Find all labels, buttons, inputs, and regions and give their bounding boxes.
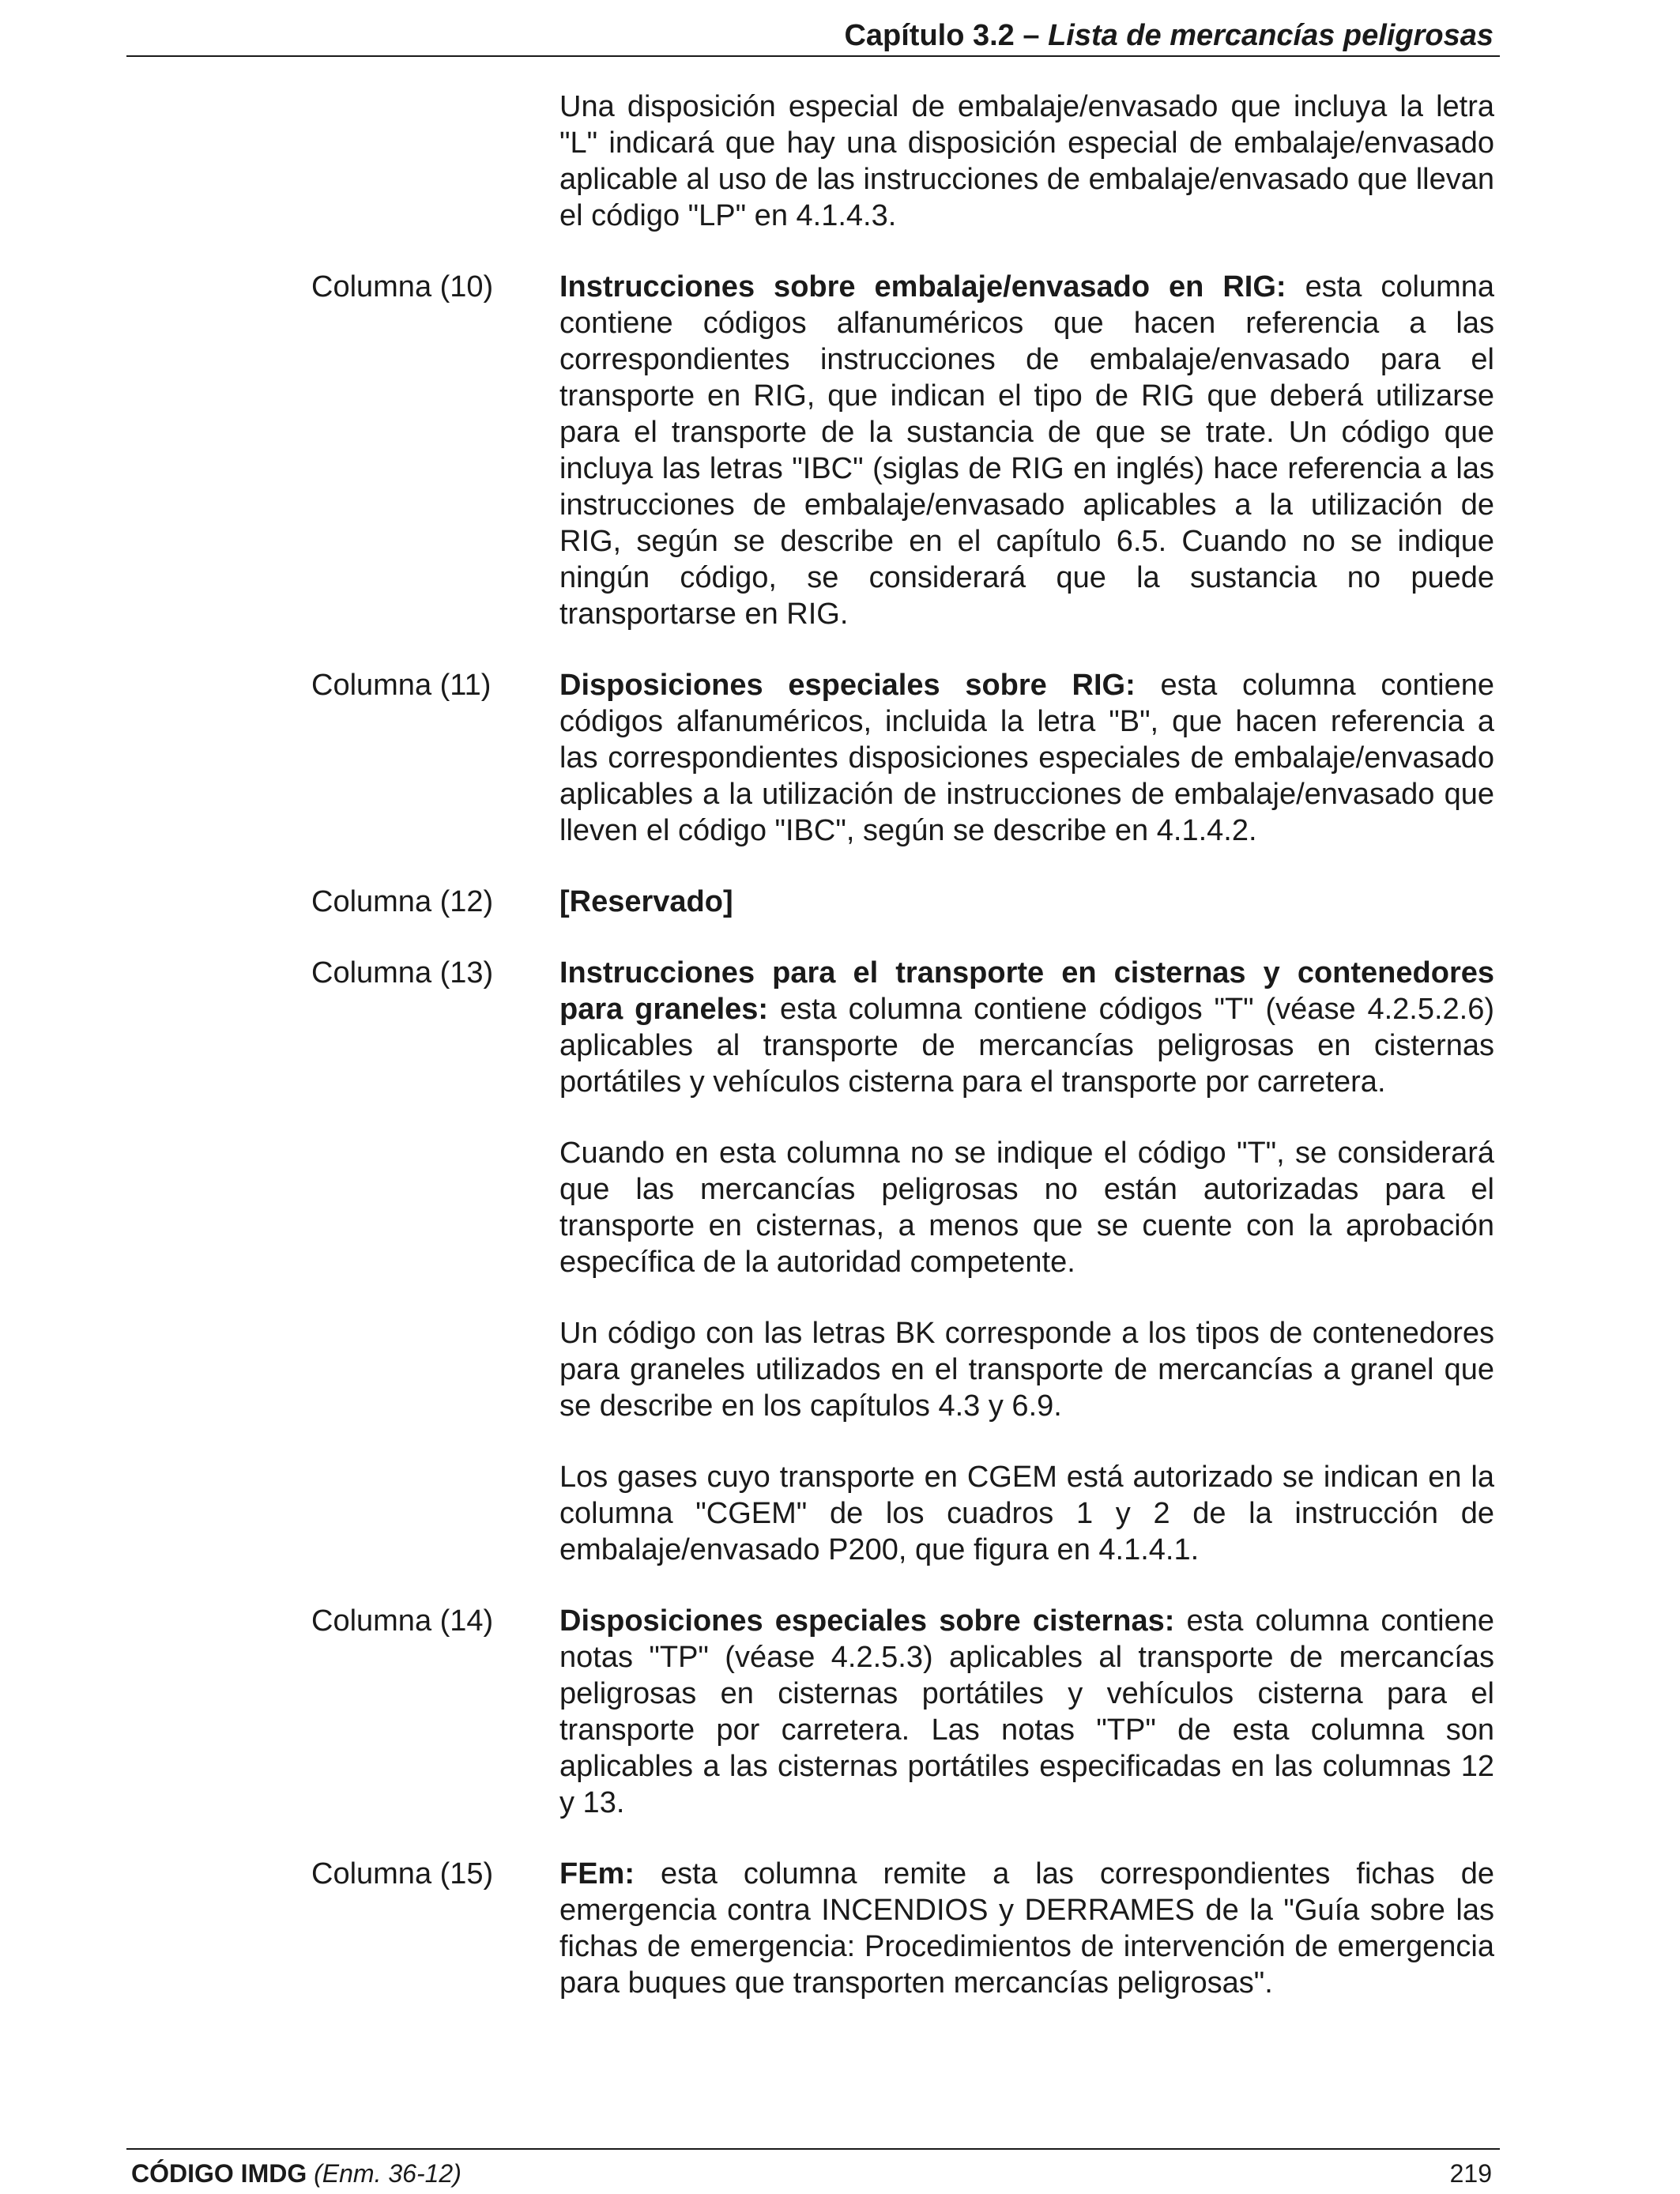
amendment: (Enm. 36-12) (314, 2159, 461, 2188)
column-11-entry (0, 667, 1680, 849)
entry-heading: Disposiciones especiales sobre cisternas: (559, 1604, 1175, 1638)
entry-heading: Instrucciones sobre embalaje/envasado en RIG: (559, 270, 1286, 303)
column-12-entry (0, 884, 1680, 920)
column-label: Columna (12) (311, 885, 494, 918)
page-number: 219 (1449, 2159, 1492, 2188)
intro-paragraph (0, 89, 1680, 234)
column-label: Columna (13) (311, 956, 494, 990)
entry-heading: Instrucciones para el transporte en cisternas y contenedores para graneles: (559, 956, 1494, 1026)
column-10-entry (0, 269, 1680, 632)
column-label: Columna (14) (311, 1604, 494, 1638)
page-header (126, 14, 1500, 57)
column-15-entry (0, 1856, 1680, 2001)
intro-text: Una disposición especial de embalaje/envasado que incluya la letra "L" indicará que hay una disposición especial de embalaje/envasado aplicable al uso de las instrucciones de embalaje/envasado que llevan el código "LP" en 4.1.4.3. (559, 90, 1494, 232)
entry-paragraph: FEm: esta columna remite a las correspondientes fichas de emergencia contra INCENDIOS y DERRAMES de la "Guía sobre las fichas de emergencia: Procedimientos de intervención de emergencia para buques que transporten mercancías peligrosas". (559, 1857, 1494, 2000)
entry-paragraph: Instrucciones para el transporte en cisternas y contenedores para graneles: esta columna contiene códigos "T" (véase 4.2.5.2.6) aplicables al transporte de mercancías peligrosas en cisternas portátiles y vehículos cisterna para el transporte por carretera. (559, 956, 1494, 1099)
running-title (844, 19, 1494, 53)
chapter-number: Capítulo 3.2 – (844, 19, 1040, 52)
column-14-entry (0, 1603, 1680, 1821)
column-label: Columna (11) (311, 669, 492, 702)
code-name: CÓDIGO IMDG (131, 2159, 307, 2188)
page-footer (126, 2148, 1500, 2191)
entry-heading: Disposiciones especiales sobre RIG: (559, 669, 1136, 702)
chapter-title: Lista de mercancías peligrosas (1048, 19, 1494, 52)
main-content (0, 89, 1680, 2001)
entry-heading: [Reservado] (559, 885, 733, 918)
entry-paragraph: Los gases cuyo transporte en CGEM está autorizado se indican en la columna "CGEM" de los cuadros 1 y 2 de la instrucción de embalaje/envasado P200, que figura en 4.1.4.1. (559, 1461, 1494, 1566)
entry-paragraph: Un código con las letras BK corresponde a los tipos de contenedores para graneles utilizados en el transporte de mercancías a granel que se describe en los capítulos 4.3 y 6.9. (559, 1317, 1494, 1423)
column-label: Columna (15) (311, 1857, 494, 1891)
entry-paragraph: Disposiciones especiales sobre RIG: esta columna contiene códigos alfanuméricos, incluida la letra "B", que hacen referencia a las correspondientes disposiciones especiales de embalaje/envasado aplicables a la utilización de instrucciones de embalaje/envasado que lleven el código "IBC", según se describe en 4.1.4.2. (559, 669, 1494, 847)
footer-code (131, 2159, 461, 2188)
entry-paragraph: Instrucciones sobre embalaje/envasado en RIG: esta columna contiene códigos alfanuméricos que hacen referencia a las correspondientes instrucciones de embalaje/envasado para el transporte en RIG, que indican el tipo de RIG que deberá utilizarse para el transporte de la sustancia de que se trate. Un código que incluya las letras "IBC" (siglas de RIG en inglés) hace referencia a las instrucciones de embalaje/envasado aplicables a la utilización de RIG, según se describe en el capítulo 6.5. Cuando no se indique ningún código, se considerará que la sustancia no puede transportarse en RIG. (559, 270, 1495, 631)
entry-paragraph: Disposiciones especiales sobre cisternas: esta columna contiene notas "TP" (véase 4.2.5.3) aplicables al transporte de mercancías peligrosas en cisternas portátiles y vehículos cisterna para el transporte por carretera. Las notas "TP" de esta columna son aplicables a las cisternas portátiles especificadas en las columnas 12 y 13. (559, 1604, 1494, 1819)
entry-paragraph (559, 884, 1494, 920)
column-13-entry (0, 955, 1680, 1568)
column-label: Columna (10) (311, 270, 494, 303)
entry-heading: FEm: (559, 1857, 635, 1891)
entry-paragraph: Cuando en esta columna no se indique el código "T", se considerará que las mercancías peligrosas no están autorizadas para el transporte en cisternas, a menos que se cuente con la aprobación específica de la autoridad competente. (559, 1137, 1494, 1279)
